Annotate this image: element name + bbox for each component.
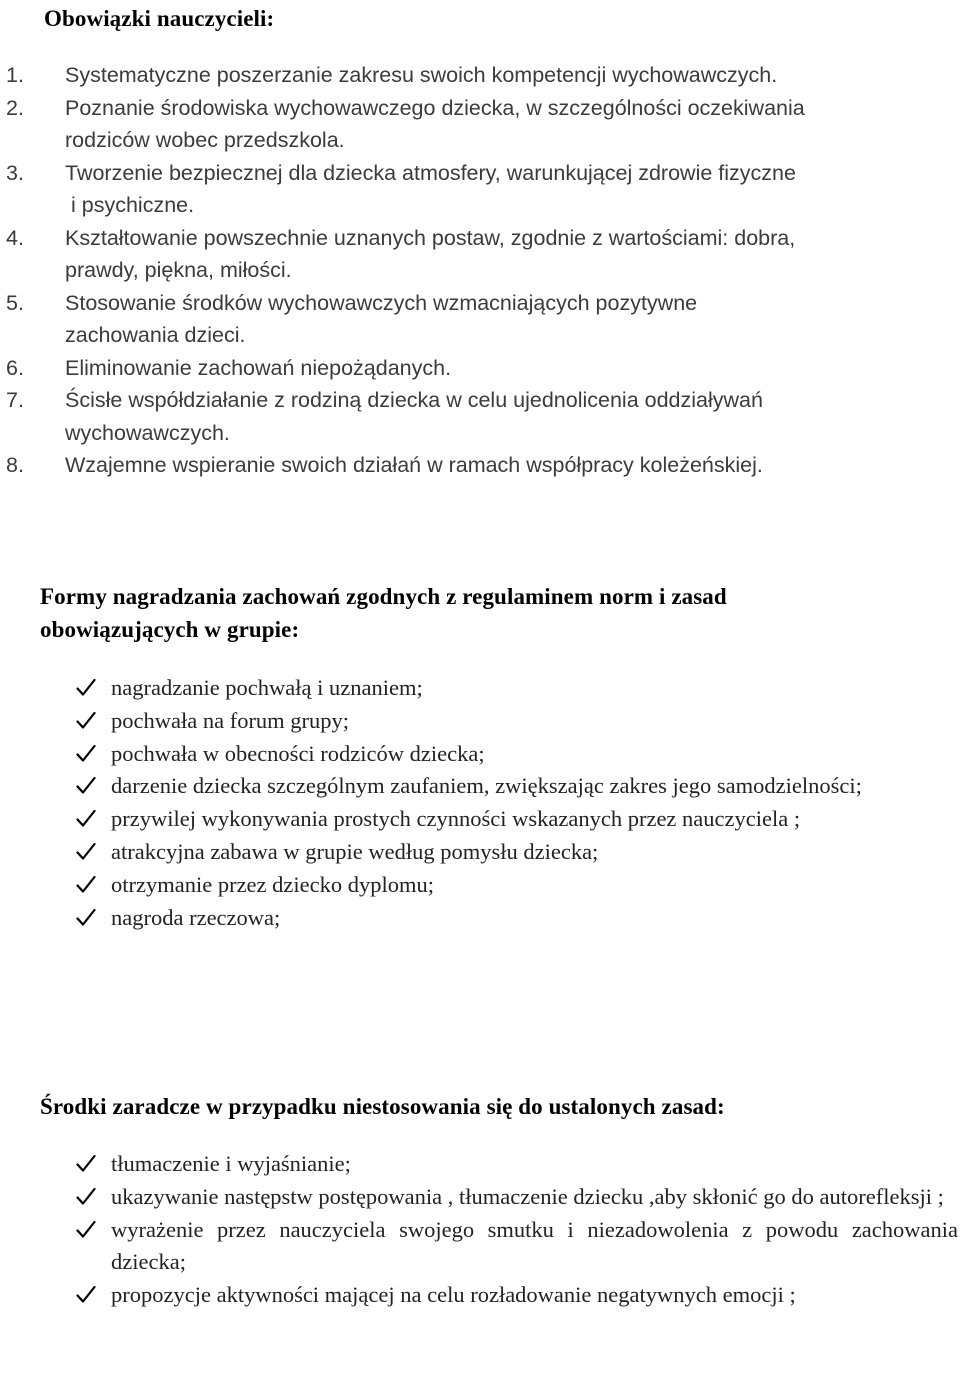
item-text: Systematyczne poszerzanie zakresu swoich kompetencji wychowawczych. — [65, 63, 778, 87]
list-item — [0, 705, 958, 738]
heading-line: obowiązujących w grupie: — [40, 617, 300, 642]
item-text: tłumaczenie i wyjaśnianie; — [111, 1151, 351, 1176]
item-text: pochwała w obecności rodziców dziecka; — [111, 740, 485, 766]
list-item — [0, 1148, 958, 1181]
section-heading-teacher-duties: Obowiązki nauczycieli: — [44, 6, 275, 31]
list-item — [0, 449, 940, 482]
item-text: atrakcyjna zabawa w grupie według pomysłu dziecka; — [111, 838, 599, 864]
list-item — [0, 352, 940, 385]
check-mark-icon — [76, 809, 96, 829]
item-text: Ścisłe współdziałanie z rodziną dziecka w celu ujednolicenia oddziaływań — [65, 388, 763, 412]
list-item — [0, 738, 958, 771]
item-number: 4. — [6, 225, 24, 250]
item-text-continued: zachowania dzieci. — [65, 323, 246, 347]
item-text: Wzajemne wspieranie swoich działań w ramach współpracy koleżeńskiej. — [65, 453, 763, 477]
check-mark-icon — [76, 711, 96, 731]
item-number: 7. — [6, 388, 24, 412]
list-item — [0, 92, 940, 157]
item-number: 2. — [6, 95, 24, 120]
check-mark-icon — [76, 776, 96, 796]
list-item — [0, 1214, 958, 1280]
check-mark-icon — [76, 908, 96, 928]
list-item — [0, 1279, 958, 1312]
list-item — [0, 869, 958, 902]
list-item — [0, 157, 940, 222]
check-mark-icon — [76, 875, 96, 895]
check-mark-icon — [76, 744, 96, 764]
section-heading-remedial-measures: Środki zaradcze w przypadku niestosowania się do ustalonych zasad: — [40, 1094, 725, 1119]
teacher-duties-list — [0, 59, 940, 482]
heading-line: Formy nagradzania zachowań zgodnych z regulaminem norm i zasad — [40, 584, 727, 609]
reward-forms-list — [0, 672, 958, 934]
list-item — [0, 59, 940, 92]
list-item — [0, 770, 958, 803]
item-text: Stosowanie środków wychowawczych wzmacniających pozytywne — [65, 290, 698, 315]
item-text: przywilej wykonywania prostych czynności wskazanych przez nauczyciela ; — [111, 806, 801, 832]
list-item — [0, 902, 958, 935]
check-mark-icon — [76, 1187, 96, 1207]
check-mark-icon — [76, 1154, 96, 1174]
item-text: darzenie dziecka szczególnym zaufaniem, zwiększając zakres jego samodzielności; — [111, 773, 862, 799]
item-number: 1. — [6, 63, 24, 87]
item-text-continued: prawdy, piękna, miłości. — [65, 258, 292, 282]
item-text: propozycje aktywności mającej na celu rozładowanie negatywnych emocji ; — [111, 1282, 796, 1308]
list-item — [0, 1181, 958, 1214]
item-text: pochwała na forum grupy; — [111, 707, 350, 733]
item-text: Poznanie środowiska wychowawczego dziecka, w szczególności oczekiwania — [65, 95, 805, 120]
item-text-continued: rodziców wobec przedszkola. — [65, 128, 345, 152]
item-text: Kształtowanie powszechnie uznanych postaw, zgodnie z wartościami: dobra, — [65, 225, 796, 250]
list-item — [0, 803, 958, 836]
item-number: 5. — [6, 290, 24, 315]
check-mark-icon — [76, 842, 96, 862]
list-item — [0, 672, 958, 705]
item-number: 8. — [6, 453, 24, 477]
check-mark-icon — [76, 678, 96, 698]
item-text: wyrażenie przez nauczyciela swojego smutku i niezadowolenia z powodu zachowania dziecka; — [111, 1216, 958, 1275]
check-mark-icon — [76, 1220, 96, 1240]
item-text: Tworzenie bezpiecznej dla dziecka atmosfery, warunkującej zdrowie fizyczne — [65, 160, 796, 185]
item-number: 3. — [6, 160, 24, 185]
item-text: nagroda rzeczowa; — [111, 904, 281, 930]
list-item — [0, 836, 958, 869]
list-item — [0, 222, 940, 287]
item-text: otrzymanie przez dziecko dyplomu; — [111, 871, 434, 897]
section-heading-reward-forms — [40, 580, 940, 646]
item-text: Eliminowanie zachowań niepożądanych. — [65, 355, 452, 380]
list-item — [0, 384, 940, 449]
remedial-measures-list — [0, 1148, 958, 1312]
list-item — [0, 287, 940, 352]
check-mark-icon — [76, 1285, 96, 1305]
item-text: ukazywanie następstw postępowania , tłumaczenie dziecku ,aby skłonić go do autorefleksji ; — [111, 1183, 944, 1209]
item-text-continued: i psychiczne. — [71, 193, 195, 217]
item-number: 6. — [6, 355, 24, 380]
item-text-continued: wychowawczych. — [65, 420, 230, 445]
item-text: nagradzanie pochwałą i uznaniem; — [111, 675, 423, 700]
